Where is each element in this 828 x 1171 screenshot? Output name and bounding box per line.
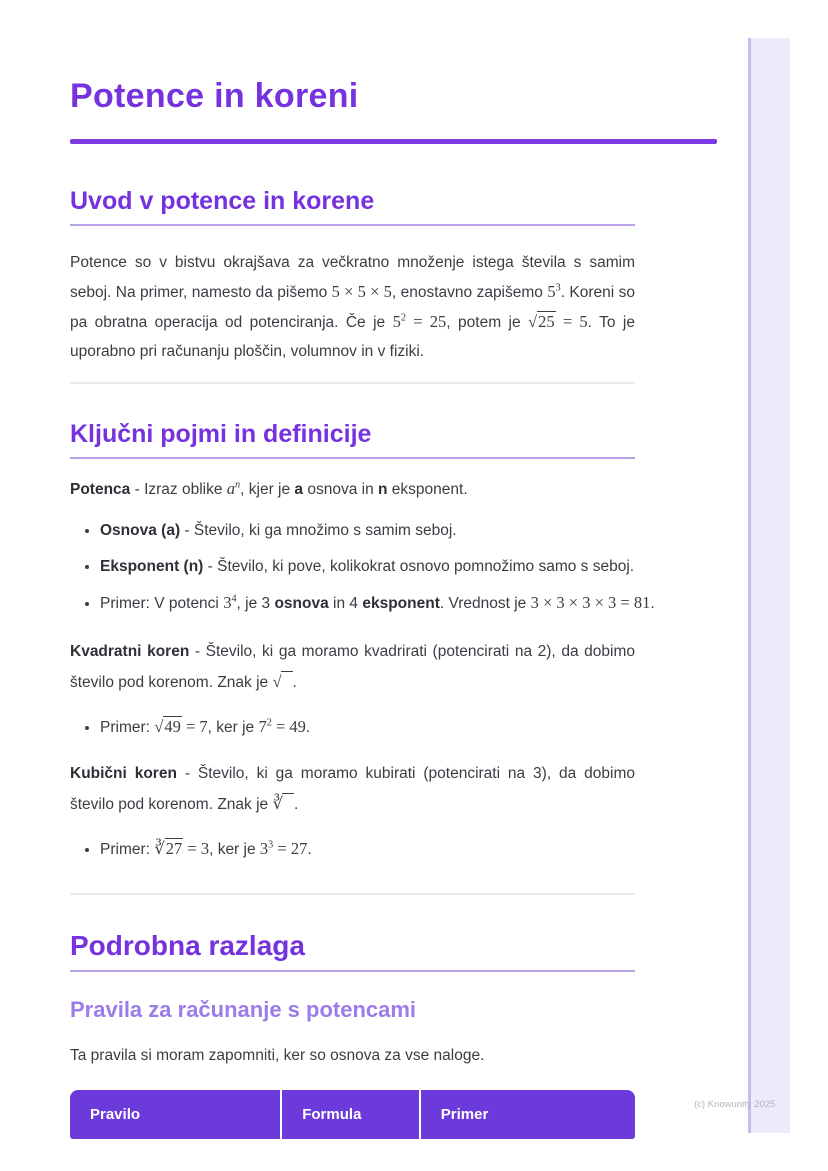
rules-table-header [70, 1090, 635, 1139]
term: Kubični koren [70, 765, 177, 782]
text-run: eksponent. [387, 481, 468, 498]
list-item: • Osnova (a) - Število, ki ga množimo s samim seboj. [100, 518, 665, 544]
kvadratni-definition: Kvadratni koren - Število, ki ga moramo kvadrirati (potencirati na 2), da dobimo število pod korenom. Znak je √ . [70, 643, 635, 691]
list-item: • Eksponent (n) - Število, ki pove, kolikokrat osnovo pomnožimo samo s seboj. [100, 554, 665, 580]
content-column [70, 0, 717, 1139]
math-run: $3^3 = 27$ [259, 839, 308, 858]
exponent: n [235, 479, 241, 491]
text-run: Potence so v bistvu okrajšava za večkratno množenje istega števila s samim seboj. Na primer, namesto da pišemo [70, 254, 635, 301]
table-header-pravilo: Pravilo [70, 1090, 280, 1139]
section-underline [70, 457, 635, 459]
section-underline [70, 970, 635, 972]
text-run: . Koreni so pa obratna operacija od potenciranja. Če je [70, 284, 635, 331]
math-run [272, 672, 292, 691]
cbrt-sign: ∛ [154, 839, 165, 858]
text-run: , enostavno zapišemo [391, 284, 548, 301]
potenca-definition: Potenca - Izraz oblike $a^n$, kjer je a osnova in n eksponent. [70, 479, 468, 498]
term: Potenca [70, 481, 131, 498]
title-underline [70, 139, 717, 144]
math-run: $7^2 = 49$ [258, 717, 306, 736]
term: Kvadratni koren [70, 643, 190, 660]
kvadratni-example-list [70, 714, 665, 741]
list-item: • Primer: √49 = 7, ker je $7^2 = 49$. [100, 714, 665, 741]
list-item: • Primer: V potenci $3^4$, je 3 osnova in 4 eksponent. Vrednost je 3 × 3 × 3 × 3 = 81. [100, 590, 665, 617]
text-run: , kjer je [240, 481, 295, 498]
subsection-heading-rules: Pravila za računanje s potencami [70, 997, 417, 1022]
section-divider [70, 893, 635, 895]
math-run: 5 × 5 × 5 [331, 282, 392, 301]
kubicni-definition: Kubični koren - Število, ki ga moramo kubirati (potencirati na 3), da dobimo število pod korenom. Znak je ∛ . [70, 765, 635, 813]
sqrt-sign: √ [272, 672, 282, 691]
right-decor-strip [748, 38, 790, 1133]
table-header-formula: Formula [282, 1090, 419, 1139]
exponent: 2 [266, 717, 272, 729]
math-run: √49 = 7 [154, 717, 208, 736]
text-run: - Izraz oblike [130, 481, 227, 498]
math-run: $a^n$ [226, 479, 241, 498]
sqrt-sign: √ [154, 717, 164, 736]
section-underline [70, 224, 635, 226]
list-item: • Primer: ∛27 = 3, ker je $3^3 = 27$. [100, 836, 665, 863]
exponent: 4 [231, 593, 237, 605]
section-heading-intro: Uvod v potence in korene [70, 187, 375, 215]
text-run: osnova in [303, 481, 379, 498]
math-run: $3^4$ [223, 593, 237, 612]
copyright-note: (c) Knowunity 2025 [694, 1099, 776, 1110]
math-run: √25 = 5 [528, 312, 588, 331]
exponent: 3 [555, 282, 561, 294]
text-run: , potem je [446, 314, 529, 331]
math-run: $5^2 = 25$ [392, 312, 447, 331]
radicand: 25 [538, 312, 555, 331]
math-run: $5^3$ [547, 282, 561, 301]
rules-intro-paragraph: Ta pravila si moram zapomniti, ker so osnova za vse naloge. [70, 1047, 485, 1064]
exponent: 3 [268, 839, 274, 851]
radicand: 49 [164, 717, 181, 736]
radicand: 27 [165, 839, 183, 858]
math-run [272, 794, 294, 813]
section-heading-concepts: Ključni pojmi in definicije [70, 420, 372, 448]
radical-bar [282, 793, 294, 805]
text-run: . To je uporabno pri računanju ploščin, volumnov in v fiziki. [70, 314, 635, 360]
exponent: 2 [400, 312, 406, 324]
math-run: ∛27 = 3 [154, 839, 210, 858]
concepts-bullet-list [70, 518, 665, 617]
section-divider [70, 382, 635, 384]
radical-bar [281, 671, 293, 683]
section-heading-details: Podrobna razlaga [70, 930, 305, 961]
kubicni-example-list [70, 836, 665, 863]
table-header-primer: Primer [421, 1090, 635, 1139]
page-title: Potence in koreni [70, 77, 359, 115]
cbrt-sign: ∛ [272, 794, 283, 813]
sqrt-sign: √ [528, 312, 538, 331]
math-run: 3 × 3 × 3 × 3 = 81 [530, 593, 651, 612]
intro-paragraph [70, 248, 635, 366]
